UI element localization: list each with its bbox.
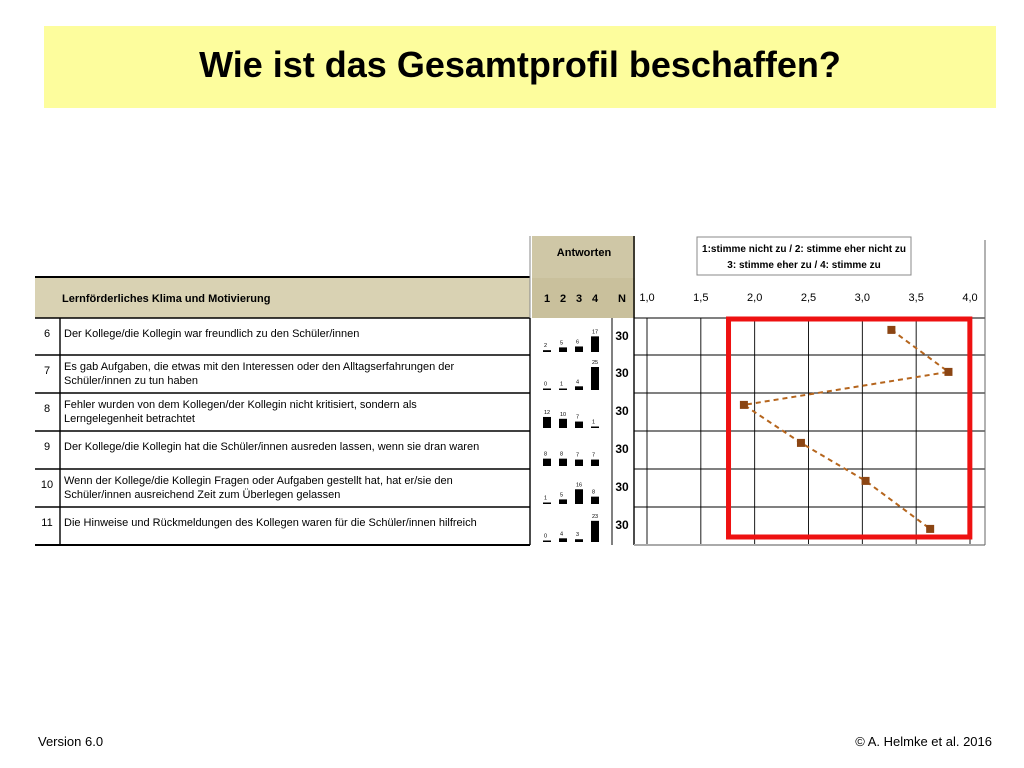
row-number: 11: [41, 517, 53, 529]
n-value: 30: [615, 366, 629, 380]
item-text: Lerngelegenheit betrachtet: [64, 413, 195, 425]
distribution-count: 1: [592, 419, 596, 426]
n-value: 30: [615, 480, 629, 494]
legend-line: 3: stimme eher zu / 4: stimme zu: [727, 260, 881, 271]
item-text: Die Hinweise und Rückmeldungen des Kollegen waren für die Schüler/innen hilfreich: [64, 517, 477, 529]
distribution-count: 8: [592, 489, 596, 496]
distribution-bar: [559, 347, 567, 352]
distribution-bar: [591, 336, 599, 352]
row-number: 8: [43, 403, 51, 415]
distribution-bar: [543, 503, 551, 505]
section-header-label: Lernförderliches Klima und Motivierung: [62, 293, 271, 305]
distribution-count: 23: [592, 513, 599, 520]
distribution-count: 0: [544, 381, 548, 388]
profile-marker: [926, 525, 934, 533]
distribution-bar: [543, 389, 551, 391]
profile-marker: [740, 401, 748, 409]
distribution-bar: [559, 499, 567, 504]
distribution-bar: [543, 541, 551, 543]
distribution-bar: [559, 389, 567, 391]
distribution-count: 7: [576, 452, 580, 459]
profile-marker: [887, 326, 895, 334]
distribution-count: 1: [560, 381, 564, 388]
distribution-bar: [575, 539, 583, 542]
profile-marker: [944, 368, 952, 376]
distribution-bar: [543, 350, 551, 352]
distribution-count: 8: [544, 451, 548, 458]
x-tick-label: 3,0: [854, 292, 870, 304]
version-label: Version 6.0: [38, 734, 104, 749]
distribution-bar: [591, 521, 599, 542]
n-value: 30: [615, 442, 629, 456]
distribution-count: 2: [544, 343, 548, 350]
answer-column-header: 1: [543, 293, 551, 305]
x-tick-label: 4,0: [962, 292, 978, 304]
distribution-count: 25: [592, 360, 599, 366]
distribution-bar: [591, 497, 599, 504]
x-tick-label: 1,5: [693, 292, 709, 304]
n-value: 30: [615, 518, 629, 532]
item-text: Schüler/innen zu tun haben: [64, 375, 198, 387]
distribution-bar: [591, 427, 599, 429]
highlight-frame: [729, 319, 970, 537]
distribution-count: 16: [576, 482, 583, 489]
x-tick-label: 2,0: [747, 292, 763, 304]
row-number: 7: [43, 365, 51, 377]
distribution-count: 5: [560, 492, 564, 499]
item-text: Der Kollege/die Kollegin hat die Schüler/innen ausreden lassen, wenn sie dran waren: [64, 441, 480, 453]
item-text: Wenn der Kollege/die Kollegin Fragen oder Aufgaben gestellt hat, hat er/sie den: [64, 475, 453, 487]
distribution-count: 7: [576, 414, 580, 421]
distribution-count: 6: [576, 339, 580, 346]
item-text: Es gab Aufgaben, die etwas mit den Interessen oder den Alltagserfahrungen der: [64, 361, 455, 373]
distribution-count: 7: [592, 452, 596, 459]
distribution-bar: [575, 346, 583, 352]
distribution-bar: [543, 417, 551, 428]
distribution-header-label: Antworten: [556, 247, 612, 259]
n-column-header: N: [618, 293, 626, 305]
profile-marker: [797, 439, 805, 447]
answer-column-header: 2: [559, 293, 567, 305]
copyright-label: © A. Helmke et al. 2016: [855, 734, 992, 749]
profile-marker: [862, 477, 870, 485]
item-text: Fehler wurden von dem Kollegen/der Kollegin nicht kritisiert, sondern als: [64, 399, 417, 411]
x-tick-label: 1,0: [639, 292, 655, 304]
row-number: 9: [43, 441, 51, 453]
distribution-count: 4: [560, 531, 564, 538]
n-value: 30: [615, 404, 629, 418]
profile-line: [744, 330, 949, 529]
distribution-bar: [575, 460, 583, 466]
distribution-bar: [559, 459, 567, 466]
distribution-count: 8: [560, 451, 564, 458]
distribution-count: 1: [544, 495, 548, 502]
x-tick-label: 2,5: [800, 292, 817, 304]
distribution-count: 0: [544, 533, 548, 540]
item-text: Der Kollege/die Kollegin war freundlich zu den Schüler/innen: [64, 328, 360, 340]
row-number: 10: [40, 479, 54, 491]
distribution-count: 10: [560, 411, 567, 418]
slide-title: Wie ist das Gesamtprofil beschaffen?: [199, 44, 841, 85]
distribution-bar: [575, 489, 583, 504]
distribution-count: 12: [544, 409, 551, 416]
x-tick-label: 3,5: [908, 292, 924, 304]
distribution-bar: [575, 422, 583, 428]
distribution-bar: [591, 460, 599, 466]
distribution-bar: [591, 367, 599, 390]
distribution-count: 17: [592, 329, 599, 336]
n-value: 30: [615, 329, 629, 343]
legend-line: 1:stimme nicht zu / 2: stimme eher nicht zu: [702, 244, 906, 255]
distribution-count: 5: [560, 340, 564, 347]
distribution-count: 4: [576, 379, 580, 386]
row-number: 6: [43, 328, 51, 340]
distribution-count: 3: [576, 532, 580, 539]
answer-column-header: 4: [591, 293, 599, 305]
distribution-bar: [559, 538, 567, 542]
distribution-bar: [559, 419, 567, 428]
answer-column-header: 3: [575, 293, 583, 305]
distribution-bar: [543, 459, 551, 466]
item-text: Schüler/innen ausreichend Zeit zum Überlegen gelassen: [64, 489, 341, 501]
distribution-bar: [575, 386, 583, 390]
